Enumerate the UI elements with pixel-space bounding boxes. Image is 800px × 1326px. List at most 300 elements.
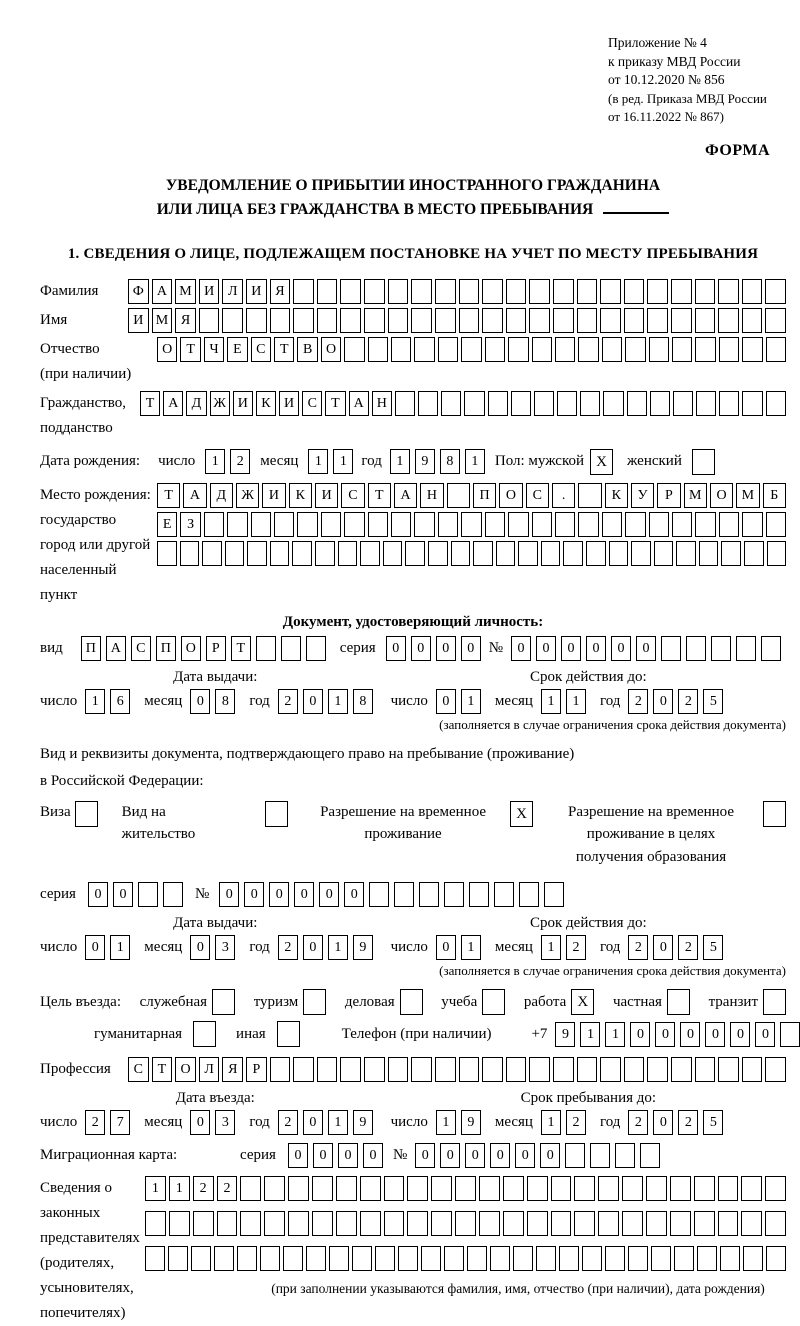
char-box[interactable] (193, 1211, 214, 1236)
char-box[interactable]: С (526, 483, 549, 508)
char-box[interactable] (577, 279, 598, 304)
char-box[interactable] (237, 1246, 257, 1271)
char-box[interactable] (306, 1246, 326, 1271)
char-box[interactable]: Ф (128, 279, 149, 304)
char-box[interactable] (697, 1246, 717, 1271)
char-box[interactable]: П (156, 636, 176, 661)
char-box[interactable] (204, 512, 224, 537)
char-box[interactable] (391, 512, 411, 537)
char-box[interactable] (625, 512, 645, 537)
char-box[interactable]: 0 (705, 1022, 725, 1047)
char-box[interactable] (368, 337, 388, 362)
char-box[interactable]: 5 (703, 1110, 723, 1135)
char-box[interactable] (654, 541, 674, 566)
char-box[interactable] (274, 512, 294, 537)
char-box[interactable]: 0 (85, 935, 105, 960)
char-box[interactable] (163, 882, 183, 907)
char-box[interactable] (650, 391, 670, 416)
char-box[interactable] (765, 1176, 786, 1201)
char-box[interactable]: А (163, 391, 183, 416)
char-box[interactable]: С (251, 337, 271, 362)
char-box[interactable] (534, 391, 554, 416)
char-box[interactable]: 0 (344, 882, 364, 907)
char-box[interactable] (384, 1211, 405, 1236)
char-box[interactable] (696, 391, 716, 416)
char-box[interactable] (461, 512, 481, 537)
char-box[interactable]: 0 (436, 689, 456, 714)
char-box[interactable]: К (289, 483, 312, 508)
char-box[interactable] (718, 308, 739, 333)
char-box[interactable]: К (256, 391, 276, 416)
char-box[interactable] (447, 483, 470, 508)
char-box[interactable]: 0 (515, 1143, 535, 1168)
char-box[interactable] (506, 1057, 527, 1082)
char-box[interactable] (506, 308, 527, 333)
char-box[interactable]: 0 (88, 882, 108, 907)
char-box[interactable]: Т (368, 483, 391, 508)
char-box[interactable] (532, 512, 552, 537)
char-box[interactable] (138, 882, 158, 907)
char-box[interactable] (694, 1211, 715, 1236)
char-box[interactable]: 1 (85, 689, 105, 714)
char-box[interactable]: 2 (278, 935, 298, 960)
char-box[interactable] (590, 1143, 610, 1168)
char-box[interactable] (622, 1176, 643, 1201)
char-box[interactable] (721, 541, 741, 566)
char-box[interactable]: И (246, 279, 267, 304)
char-box[interactable]: М (152, 308, 173, 333)
char-box[interactable] (336, 1211, 357, 1236)
purpose-transit-checkbox[interactable] (763, 989, 786, 1015)
char-box[interactable]: О (181, 636, 201, 661)
char-box[interactable] (317, 1057, 338, 1082)
char-box[interactable] (671, 308, 692, 333)
char-box[interactable] (490, 1246, 510, 1271)
char-box[interactable] (674, 1246, 694, 1271)
char-box[interactable]: 2 (628, 935, 648, 960)
char-box[interactable] (360, 1176, 381, 1201)
char-box[interactable] (646, 1176, 667, 1201)
char-box[interactable] (699, 541, 719, 566)
option-temp-residence-edu-checkbox[interactable] (763, 801, 786, 827)
char-box[interactable] (586, 541, 606, 566)
char-box[interactable] (344, 337, 364, 362)
char-box[interactable] (145, 1246, 165, 1271)
char-box[interactable] (574, 1211, 595, 1236)
char-box[interactable] (473, 541, 493, 566)
char-box[interactable] (270, 1057, 291, 1082)
char-box[interactable]: 1 (308, 449, 328, 474)
char-box[interactable] (649, 337, 669, 362)
char-box[interactable]: Т (157, 483, 180, 508)
char-box[interactable]: 2 (278, 689, 298, 714)
char-box[interactable]: . (552, 483, 575, 508)
char-box[interactable] (600, 279, 621, 304)
char-box[interactable] (574, 1176, 595, 1201)
char-box[interactable] (157, 541, 177, 566)
char-box[interactable] (199, 308, 220, 333)
char-box[interactable] (435, 308, 456, 333)
char-box[interactable] (264, 1211, 285, 1236)
char-box[interactable]: М (736, 483, 759, 508)
char-box[interactable] (340, 279, 361, 304)
char-box[interactable]: И (233, 391, 253, 416)
char-box[interactable]: 1 (436, 1110, 456, 1135)
purpose-other-checkbox[interactable] (277, 1021, 300, 1047)
char-box[interactable]: 3 (215, 935, 235, 960)
char-box[interactable]: М (175, 279, 196, 304)
char-box[interactable]: 0 (319, 882, 339, 907)
char-box[interactable] (352, 1246, 372, 1271)
char-box[interactable] (482, 308, 503, 333)
char-box[interactable]: 0 (303, 689, 323, 714)
char-box[interactable]: С (302, 391, 322, 416)
char-box[interactable] (640, 1143, 660, 1168)
char-box[interactable] (672, 337, 692, 362)
char-box[interactable] (459, 308, 480, 333)
char-box[interactable] (464, 391, 484, 416)
char-box[interactable] (270, 541, 290, 566)
char-box[interactable] (418, 391, 438, 416)
char-box[interactable] (479, 1176, 500, 1201)
char-box[interactable]: 2 (628, 1110, 648, 1135)
char-box[interactable] (394, 882, 414, 907)
char-box[interactable]: 0 (363, 1143, 383, 1168)
char-box[interactable]: 1 (605, 1022, 625, 1047)
char-box[interactable] (306, 636, 326, 661)
char-box[interactable] (336, 1176, 357, 1201)
char-box[interactable]: М (684, 483, 707, 508)
char-box[interactable]: П (81, 636, 101, 661)
char-box[interactable]: Л (199, 1057, 220, 1082)
char-box[interactable]: Е (157, 512, 177, 537)
char-box[interactable] (247, 541, 267, 566)
char-box[interactable] (742, 308, 763, 333)
char-box[interactable] (494, 882, 514, 907)
char-box[interactable] (742, 337, 762, 362)
char-box[interactable] (676, 541, 696, 566)
char-box[interactable] (485, 337, 505, 362)
char-box[interactable]: Н (420, 483, 443, 508)
char-box[interactable] (622, 1211, 643, 1236)
char-box[interactable] (551, 1211, 572, 1236)
char-box[interactable] (407, 1211, 428, 1236)
char-box[interactable]: 0 (680, 1022, 700, 1047)
char-box[interactable]: 9 (353, 935, 373, 960)
char-box[interactable]: 0 (653, 935, 673, 960)
char-box[interactable] (609, 541, 629, 566)
option-residence-permit-checkbox[interactable] (265, 801, 288, 827)
char-box[interactable]: 0 (269, 882, 289, 907)
char-box[interactable]: 0 (313, 1143, 333, 1168)
char-box[interactable]: А (152, 279, 173, 304)
char-box[interactable]: 0 (386, 636, 406, 661)
char-box[interactable] (600, 1057, 621, 1082)
char-box[interactable] (315, 541, 335, 566)
char-box[interactable]: 1 (461, 689, 481, 714)
char-box[interactable]: С (131, 636, 151, 661)
char-box[interactable] (624, 1057, 645, 1082)
option-temp-residence-checkbox[interactable]: X (510, 801, 533, 827)
char-box[interactable]: Н (372, 391, 392, 416)
char-box[interactable]: Р (206, 636, 226, 661)
purpose-tourism-checkbox[interactable] (303, 989, 326, 1015)
char-box[interactable] (598, 1211, 619, 1236)
char-box[interactable]: 1 (110, 935, 130, 960)
char-box[interactable] (428, 541, 448, 566)
char-box[interactable] (451, 541, 471, 566)
char-box[interactable]: 2 (278, 1110, 298, 1135)
char-box[interactable] (281, 636, 301, 661)
char-box[interactable] (411, 1057, 432, 1082)
char-box[interactable] (529, 279, 550, 304)
purpose-private-checkbox[interactable] (667, 989, 690, 1015)
char-box[interactable] (461, 337, 481, 362)
char-box[interactable] (340, 1057, 361, 1082)
char-box[interactable]: О (710, 483, 733, 508)
char-box[interactable]: Ж (236, 483, 259, 508)
char-box[interactable]: О (321, 337, 341, 362)
char-box[interactable]: 1 (390, 449, 410, 474)
char-box[interactable] (718, 1176, 739, 1201)
char-box[interactable] (766, 391, 786, 416)
char-box[interactable]: П (473, 483, 496, 508)
char-box[interactable] (720, 1246, 740, 1271)
char-box[interactable]: 2 (678, 689, 698, 714)
char-box[interactable] (647, 308, 668, 333)
char-box[interactable]: 0 (303, 935, 323, 960)
char-box[interactable] (411, 279, 432, 304)
char-box[interactable]: А (106, 636, 126, 661)
char-box[interactable] (388, 308, 409, 333)
char-box[interactable]: 7 (110, 1110, 130, 1135)
sex-male-checkbox[interactable]: X (590, 449, 613, 475)
char-box[interactable] (405, 541, 425, 566)
char-box[interactable] (270, 308, 291, 333)
char-box[interactable] (329, 1246, 349, 1271)
char-box[interactable]: 5 (703, 935, 723, 960)
purpose-study-checkbox[interactable] (482, 989, 505, 1015)
char-box[interactable] (673, 391, 693, 416)
char-box[interactable] (455, 1176, 476, 1201)
char-box[interactable] (559, 1246, 579, 1271)
char-box[interactable]: 1 (333, 449, 353, 474)
char-box[interactable] (384, 1176, 405, 1201)
char-box[interactable] (496, 541, 516, 566)
char-box[interactable] (736, 636, 756, 661)
char-box[interactable] (202, 541, 222, 566)
option-visa-checkbox[interactable] (75, 801, 98, 827)
char-box[interactable] (180, 541, 200, 566)
char-box[interactable] (312, 1211, 333, 1236)
char-box[interactable]: И (262, 483, 285, 508)
char-box[interactable] (441, 391, 461, 416)
char-box[interactable] (395, 391, 415, 416)
char-box[interactable] (508, 337, 528, 362)
char-box[interactable] (602, 337, 622, 362)
char-box[interactable] (553, 1057, 574, 1082)
char-box[interactable] (551, 1176, 572, 1201)
char-box[interactable] (225, 541, 245, 566)
char-box[interactable] (191, 1246, 211, 1271)
char-box[interactable] (338, 541, 358, 566)
char-box[interactable] (222, 308, 243, 333)
char-box[interactable] (360, 1211, 381, 1236)
char-box[interactable] (364, 308, 385, 333)
char-box[interactable] (288, 1176, 309, 1201)
char-box[interactable] (388, 1057, 409, 1082)
char-box[interactable]: 0 (630, 1022, 650, 1047)
char-box[interactable]: 1 (145, 1176, 166, 1201)
char-box[interactable]: Т (180, 337, 200, 362)
char-box[interactable] (695, 308, 716, 333)
char-box[interactable] (602, 512, 622, 537)
char-box[interactable] (527, 1211, 548, 1236)
char-box[interactable] (459, 1057, 480, 1082)
char-box[interactable] (391, 337, 411, 362)
char-box[interactable]: Е (227, 337, 247, 362)
char-box[interactable] (293, 279, 314, 304)
char-box[interactable] (364, 279, 385, 304)
char-box[interactable] (744, 541, 764, 566)
char-box[interactable]: 9 (461, 1110, 481, 1135)
char-box[interactable] (624, 308, 645, 333)
char-box[interactable] (742, 279, 763, 304)
char-box[interactable] (627, 391, 647, 416)
char-box[interactable]: Л (222, 279, 243, 304)
char-box[interactable] (256, 636, 276, 661)
char-box[interactable]: А (394, 483, 417, 508)
char-box[interactable]: 1 (328, 689, 348, 714)
char-box[interactable]: Ч (204, 337, 224, 362)
char-box[interactable] (364, 1057, 385, 1082)
char-box[interactable]: 0 (113, 882, 133, 907)
char-box[interactable] (288, 1211, 309, 1236)
purpose-business-checkbox[interactable] (212, 989, 235, 1015)
char-box[interactable] (670, 1211, 691, 1236)
char-box[interactable] (742, 1057, 763, 1082)
char-box[interactable] (780, 1022, 800, 1047)
char-box[interactable] (293, 308, 314, 333)
char-box[interactable]: 0 (636, 636, 656, 661)
char-box[interactable]: 0 (244, 882, 264, 907)
char-box[interactable] (227, 512, 247, 537)
char-box[interactable] (624, 279, 645, 304)
char-box[interactable]: 5 (703, 689, 723, 714)
char-box[interactable] (388, 279, 409, 304)
char-box[interactable]: 0 (511, 636, 531, 661)
char-box[interactable]: 0 (190, 935, 210, 960)
char-box[interactable] (742, 512, 762, 537)
char-box[interactable] (444, 882, 464, 907)
char-box[interactable] (518, 541, 538, 566)
char-box[interactable] (469, 882, 489, 907)
char-box[interactable]: 1 (541, 1110, 561, 1135)
char-box[interactable]: 0 (611, 636, 631, 661)
char-box[interactable]: 0 (655, 1022, 675, 1047)
char-box[interactable]: 0 (653, 689, 673, 714)
char-box[interactable]: 8 (215, 689, 235, 714)
char-box[interactable]: А (349, 391, 369, 416)
char-box[interactable] (766, 512, 786, 537)
char-box[interactable] (577, 308, 598, 333)
char-box[interactable] (383, 541, 403, 566)
char-box[interactable]: 0 (338, 1143, 358, 1168)
char-box[interactable]: С (128, 1057, 149, 1082)
char-box[interactable]: 6 (110, 689, 130, 714)
char-box[interactable] (312, 1176, 333, 1201)
char-box[interactable]: 2 (566, 1110, 586, 1135)
char-box[interactable] (340, 308, 361, 333)
char-box[interactable]: 1 (541, 935, 561, 960)
char-box[interactable] (317, 308, 338, 333)
char-box[interactable] (598, 1176, 619, 1201)
char-box[interactable]: 0 (219, 882, 239, 907)
char-box[interactable] (260, 1246, 280, 1271)
char-box[interactable] (765, 1211, 786, 1236)
char-box[interactable] (761, 636, 781, 661)
purpose-humanitarian-checkbox[interactable] (193, 1021, 216, 1047)
char-box[interactable] (555, 512, 575, 537)
char-box[interactable]: 0 (190, 1110, 210, 1135)
char-box[interactable] (297, 512, 317, 537)
char-box[interactable]: 0 (440, 1143, 460, 1168)
char-box[interactable] (553, 308, 574, 333)
char-box[interactable] (647, 279, 668, 304)
char-box[interactable] (686, 636, 706, 661)
char-box[interactable] (431, 1176, 452, 1201)
char-box[interactable] (527, 1176, 548, 1201)
char-box[interactable] (217, 1211, 238, 1236)
char-box[interactable]: 9 (555, 1022, 575, 1047)
char-box[interactable] (719, 391, 739, 416)
char-box[interactable] (145, 1211, 166, 1236)
char-box[interactable]: 2 (217, 1176, 238, 1201)
char-box[interactable]: С (341, 483, 364, 508)
char-box[interactable]: 2 (193, 1176, 214, 1201)
char-box[interactable]: 0 (415, 1143, 435, 1168)
char-box[interactable] (565, 1143, 585, 1168)
char-box[interactable] (695, 279, 716, 304)
char-box[interactable] (369, 882, 389, 907)
char-box[interactable] (438, 337, 458, 362)
char-box[interactable] (169, 1211, 190, 1236)
char-box[interactable] (718, 1211, 739, 1236)
char-box[interactable] (506, 279, 527, 304)
char-box[interactable] (467, 1246, 487, 1271)
char-box[interactable]: Т (274, 337, 294, 362)
char-box[interactable]: 3 (215, 1110, 235, 1135)
char-box[interactable] (251, 512, 271, 537)
char-box[interactable] (421, 1246, 441, 1271)
char-box[interactable]: 1 (169, 1176, 190, 1201)
char-box[interactable] (479, 1211, 500, 1236)
purpose-work-checkbox[interactable]: X (571, 989, 594, 1015)
char-box[interactable]: О (157, 337, 177, 362)
char-box[interactable] (563, 541, 583, 566)
char-box[interactable] (414, 337, 434, 362)
char-box[interactable] (317, 279, 338, 304)
char-box[interactable] (719, 512, 739, 537)
char-box[interactable]: 2 (566, 935, 586, 960)
char-box[interactable] (672, 512, 692, 537)
char-box[interactable] (765, 279, 786, 304)
char-box[interactable]: Т (152, 1057, 173, 1082)
char-box[interactable] (246, 308, 267, 333)
char-box[interactable]: И (128, 308, 149, 333)
char-box[interactable] (631, 541, 651, 566)
char-box[interactable]: 8 (353, 689, 373, 714)
